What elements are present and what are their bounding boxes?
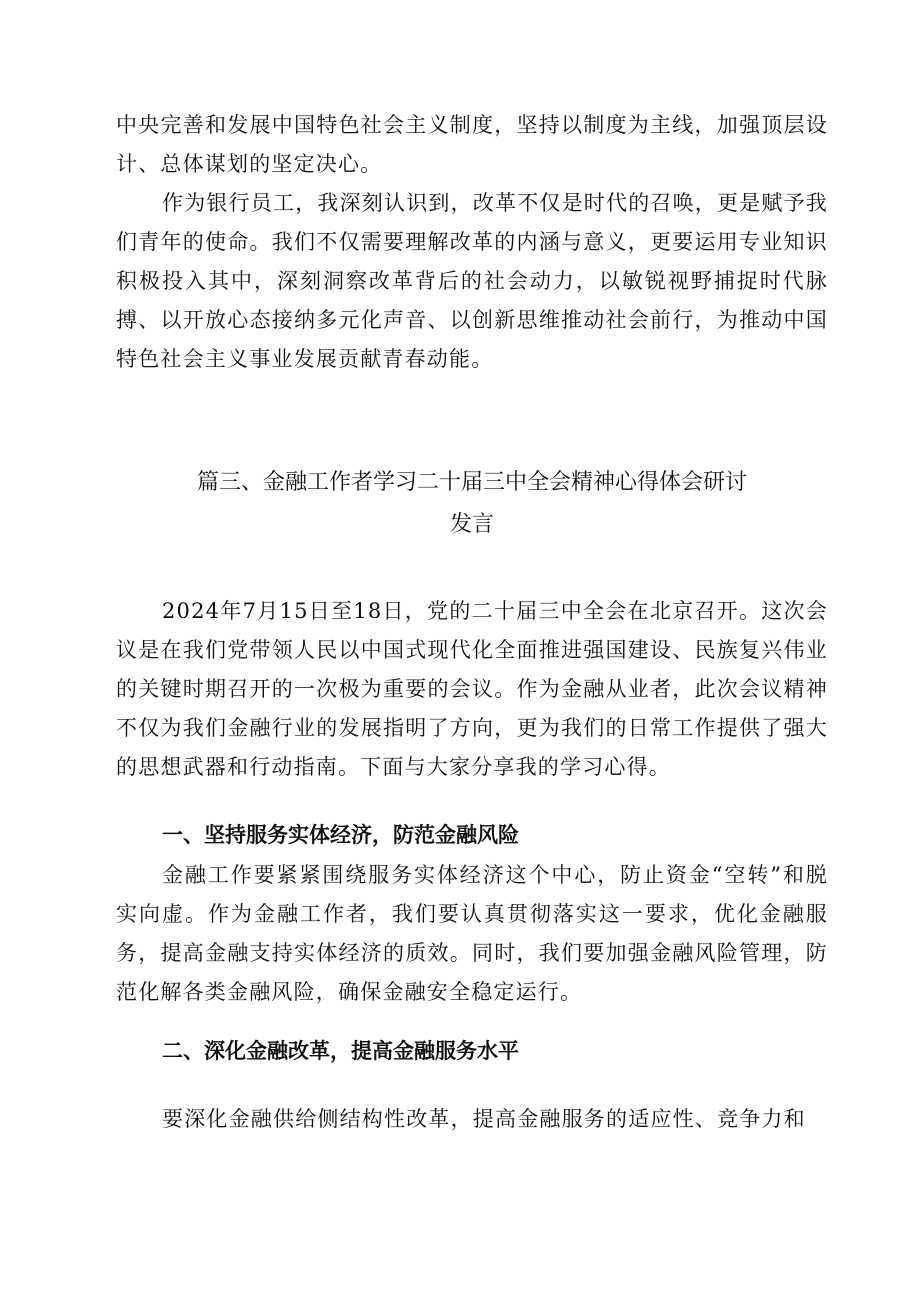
- paragraph-bank-employee: 作为银行员工，我深刻认识到，改革不仅是时代的召唤，更是赋予我们青年的使命。我们不仅需要理解改革的内涵与意义，更要运用专业知识积极投入其中，深刻洞察改革背后的社会动力，以敏锐视野捕捉时代脉搏、以开放心态接纳多元化声音、以创新思维推动社会前行，为推动中国特色社会主义事业发展贡献青春动能。: [116, 191, 828, 371]
- paragraph-continuation: 中央完善和发展中国特色社会主义制度，坚持以制度为主线，加强顶层设计、总体谋划的坚定决心。: [116, 113, 828, 176]
- subheading-one: 一、坚持服务实体经济，防范金融风险: [162, 823, 519, 847]
- paragraph-intro: 2024年7月15日至18日，党的二十届三中全会在北京召开。这次会议是在我们党带领人民以中国式现代化全面推进强国建设、民族复兴伟业的关键时期召开的一次极为重要的会议。作为金融从业者，此次会议精神不仅为我们金融行业的发展指明了方向，更为我们的日常工作提供了强大的思想武器和行动指南。下面与大家分享我的学习心得。: [116, 599, 828, 779]
- paragraph-serve-economy: 金融工作要紧紧围绕服务实体经济这个中心，防止资金“空转”和脱实向虚。作为金融工作者，我们要认真贯彻落实这一要求，优化金融服务，提高金融支持实体经济的质效。同时，我们要加强金融风险管理，防范化解各类金融风险，确保金融安全稳定运行。: [116, 863, 828, 1004]
- section-title-line1: 篇三、金融工作者学习二十届三中全会精神心得体会研讨: [196, 470, 747, 495]
- subheading-two: 二、深化金融改革，提高金融服务水平: [162, 1039, 519, 1063]
- section-title-line2: 发言: [449, 512, 494, 537]
- paragraph-deepen-reform: 要深化金融供给侧结构性改革，提高金融服务的适应性、竞争力和: [162, 1107, 806, 1131]
